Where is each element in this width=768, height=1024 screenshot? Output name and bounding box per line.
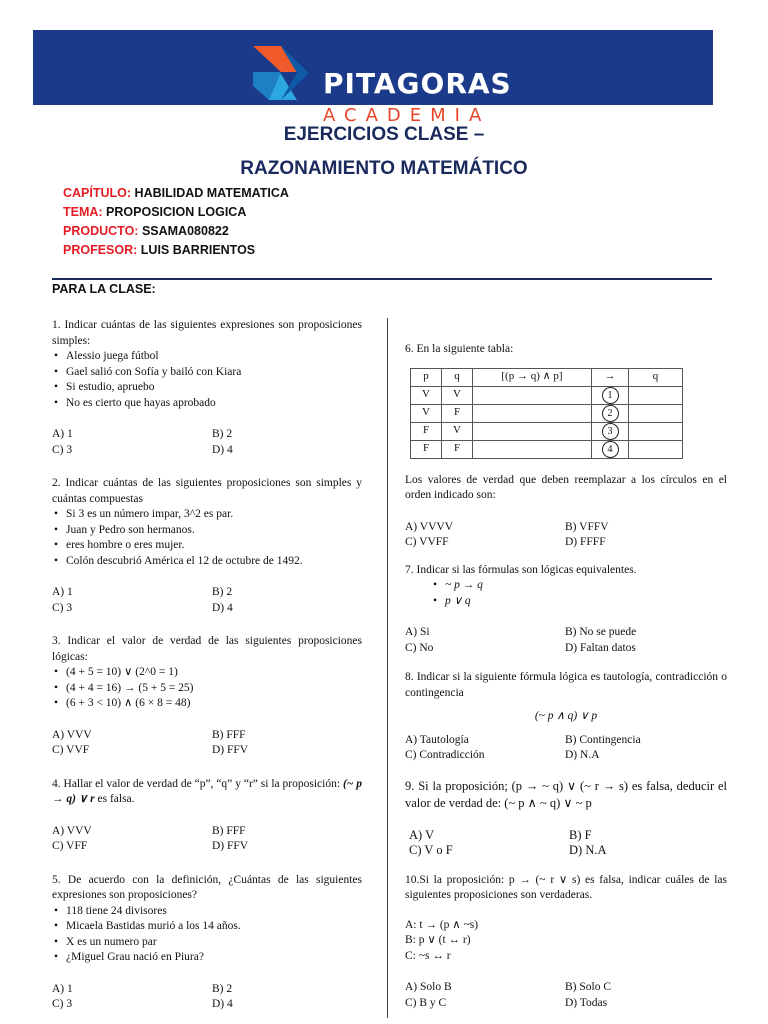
- question-1: 1. Indicar cuántas de las siguientes expresiones son proposiciones simples: • Alessio juega fútbol • Gael salió con Sofía y bailó con Kiara • Si estudio, apruebo • No es cierto que hayas aprobado A) 1 B) 2 C) 3 D) 4: [52, 318, 362, 458]
- column-divider: [387, 318, 388, 1018]
- question-4: 4. Hallar el valor de verdad de “p”, “q” y “r” si la proposición: (~ p → q) ∨ r es falsa. A) VVV B) FFF C) VFF D) FFV: [52, 777, 362, 855]
- question-10: 10.Si la proposición: p → (~ r ∨ s) es falsa, indicar cuáles de las siguientes proposiciones son verdaderas. A: t → (p ∧ ~s) B: p ∨ (t ↔ r) C: ~s ↔ r A) Solo B B) Solo C C) B y C D) Todas: [405, 873, 727, 1012]
- list-item: • eres hombre o eres mujer.: [66, 538, 362, 554]
- list-item: • ~ p → q: [445, 578, 727, 594]
- answer-options: A) 1 B) 2 C) 3 D) 4: [52, 586, 233, 614]
- answer-options: A) 1 B) 2 C) 3 D) 4: [52, 982, 233, 1010]
- left-column: [52, 318, 362, 1013]
- question-6: 6. En la siguiente tabla: p q [(p → q) ∧ p] → q V V 1 V F 2 F V 3 F F 4 Los valores de verdad que deben reemplazar a los círculos en el orden indicado son: A) VVVV B) VFFV C) VVFF D) FFFF: [405, 342, 727, 551]
- list-item: • Gael salió con Sofía y bailó con Kiara: [66, 365, 362, 381]
- answer-options: A) Solo B B) Solo C C) B y C D) Todas: [405, 981, 612, 1009]
- answer-options: A) VVV B) FFF C) VVF D) FFV: [52, 728, 249, 756]
- meta-product: PRODUCTO: SSAMA080822: [63, 224, 229, 238]
- question-3: 3. Indicar el valor de verdad de las siguientes proposiciones lógicas: • (4 + 5 = 10) ∨ (2^0 = 1) • (4 + 4 = 16) → (5 + 5 = 25) • (6 + 3 < 10) ∧ (6 × 8 = 48) A) VVV B) FFF C) VVF D) FFV: [52, 634, 362, 759]
- page-subtitle: RAZONAMIENTO MATEMÁTICO: [240, 158, 528, 179]
- list-item: A: t → (p ∧ ~s): [405, 918, 479, 931]
- list-item: • Alessio juega fútbol: [66, 349, 362, 365]
- list-item: • (6 + 3 < 10) ∧ (6 × 8 = 48): [66, 696, 362, 712]
- answer-options: A) Si B) No se puede C) No D) Faltan datos: [405, 626, 637, 654]
- list-item: • Colón descubrió América el 12 de octubre de 1492.: [66, 554, 362, 570]
- truth-table: p q [(p → q) ∧ p] → q V V 1 V F 2 F V 3 F F 4: [410, 368, 683, 459]
- question-5: 5. De acuerdo con la definición, ¿Cuántas de las siguientes expresiones son proposiciones? • 118 tiene 24 divisores • Micaela Bastidas murió a los 14 años. • X es un numero par • ¿Miguel Grau nació en Piura? A) 1 B) 2 C) 3 D) 4: [52, 873, 362, 1013]
- question-7: 7. Indicar si las fórmulas son lógicas equivalentes. • ~ p → q • p ∨ q A) Si B) No se puede C) No D) Faltan datos: [405, 563, 727, 657]
- pitagoras-logo-icon: [251, 42, 315, 104]
- answer-options: A) VVV B) FFF C) VFF D) FFV: [52, 824, 249, 852]
- circle-marker: 2: [602, 405, 619, 422]
- header-banner: [33, 30, 713, 126]
- formula: (~ p ∧ q) ∨ p: [534, 710, 598, 722]
- brand-name: PITAGORAS: [323, 67, 512, 100]
- circle-marker: 1: [602, 387, 619, 404]
- question-9: 9. Si la proposición; (p → ~ q) ∨ (~ r → s) es falsa, deducir el valor de verdad de: (~ p ∧ ~ q) ∨ ~ p A) V B) F C) V o F D) N.A: [405, 778, 727, 857]
- question-8: 8. Indicar si la siguiente fórmula lógica es tautología, contradicción o contingencia (~ p ∧ q) ∨ p A) Tautología B) Contingencia C) Contradicción D) N.A: [405, 670, 727, 764]
- list-item: C: ~s ↔ r: [405, 949, 451, 962]
- answer-options: A) VVVV B) VFFV C) VVFF D) FFFF: [405, 520, 609, 548]
- list-item: • No es cierto que hayas aprobado: [66, 396, 362, 412]
- page-title: EJERCICIOS CLASE –: [283, 124, 485, 145]
- list-item: • X es un numero par: [66, 935, 362, 951]
- answer-options: A) Tautología B) Contingencia C) Contradicción D) N.A: [405, 733, 641, 761]
- list-item: • (4 + 5 = 10) ∨ (2^0 = 1): [66, 665, 362, 681]
- circle-marker: 3: [602, 423, 619, 440]
- meta-chapter: CAPÍTULO: HABILIDAD MATEMATICA: [63, 186, 289, 200]
- meta-topic: TEMA: PROPOSICION LOGICA: [63, 205, 247, 219]
- section-heading: PARA LA CLASE:: [52, 282, 156, 296]
- list-item: • Juan y Pedro son hermanos.: [66, 523, 362, 539]
- section-divider: [52, 278, 712, 280]
- list-item: • Micaela Bastidas murió a los 14 años.: [66, 919, 362, 935]
- question-2: 2. Indicar cuántas de las siguientes proposiciones son simples y cuántas compuestas • Si 3 es un número impar, 3^2 es par. • Juan y Pedro son hermanos. • eres hombre o eres mujer. • Colón descubrió América el 12 de octubre de 1492. A) 1 B) 2 C) 3 D) 4: [52, 476, 362, 616]
- circle-marker: 4: [602, 441, 619, 458]
- list-item: • (4 + 4 = 16) → (5 + 5 = 25): [66, 681, 362, 697]
- brand-subtitle: ACADEMIA: [323, 105, 491, 126]
- list-item: • ¿Miguel Grau nació en Piura?: [66, 950, 362, 966]
- right-column: [405, 342, 727, 1011]
- meta-teacher: PROFESOR: LUIS BARRIENTOS: [63, 243, 256, 257]
- answer-options: A) 1 B) 2 C) 3 D) 4: [52, 428, 233, 456]
- list-item: B: p ∨ (t ↔ r): [405, 934, 471, 946]
- list-item: • Si 3 es un número impar, 3^2 es par.: [66, 507, 362, 523]
- list-item: • p ∨ q: [445, 594, 727, 610]
- list-item: • Si estudio, apruebo: [66, 380, 362, 396]
- answer-options: A) V B) F C) V o F D) N.A: [409, 827, 607, 857]
- list-item: • 118 tiene 24 divisores: [66, 904, 362, 920]
